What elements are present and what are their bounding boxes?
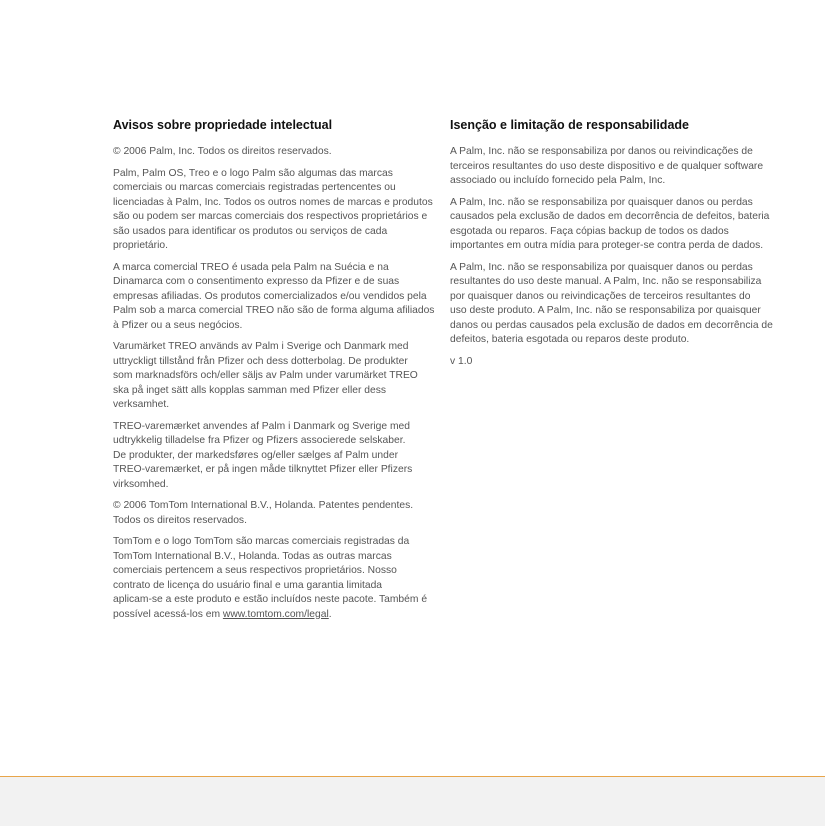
treo-portuguese-paragraph: A marca comercial TREO é usada pela Palm na Suécia e na Dinamarca com o consentimento expresso da Pfizer e de suas empresas afiliadas. Os produtos comercializados e/ou vendidos pela Palm sob a marca comercial TREO não são de forma alguma afiliados à Pfizer ou a seus negócios. [113,261,435,331]
treo-swedish-paragraph: Varumärket TREO används av Palm i Sverige och Danmark med uttryckligt tillstånd från Pfizer och dess dotterbolag. De produkter som marknadsförs och/eller säljs av Palm under varumärket TREO ska på inget sätt alls kopplas samman med Pfizer eller dess verksamhet. [113,341,418,410]
ip-notices-heading: Avisos sobre propriedade intelectual [113,118,333,132]
tomtom-legal-link[interactable]: www.tomtom.com/legal [222,608,329,620]
disclaimer-manual-paragraph: A Palm, Inc. não se responsabiliza por quaisquer danos ou perdas resultantes do uso deste manual. A Palm, Inc. não se responsabiliza por quaisquer danos ou reivindicações de terceiros resultantes do uso deste produto. A Palm, Inc. não se responsabiliza por quaisquer danos ou perdas causados pela exclusão de dados em decorrência de defeitos, bateria esgotada ou reparos deste produto. [450,261,773,345]
ip-notices-column [113,116,433,629]
disclaimer-data-loss-paragraph: A Palm, Inc. não se responsabiliza por quaisquer danos ou perdas causados pela exclusão de dados em decorrência de defeitos, bateria esgotada ou reparos. Faça cópias backup de todos os dados importantes em outra mídia para proteger-se contra perda de dados. [450,196,770,251]
version-label: v 1.0 [450,355,473,367]
palm-trademarks-paragraph: Palm, Palm OS, Treo e o logo Palm são algumas das marcas comerciais ou marcas comerciais registradas pertencentes ou licenciadas à Palm, Inc. Todos os outros nomes de marcas e produtos são ou podem ser marcas comerciais dos respectivos proprietários e são usados para identificar os produtos ou serviços de cada proprietário. [113,167,433,251]
disclaimer-device-paragraph: A Palm, Inc. não se responsabiliza por danos ou reivindicações de terceiros resultantes do uso deste dispositivo e de qualquer software associado ou incluído fornecido pela Palm, Inc. [450,146,764,186]
copyright-tomtom-paragraph: © 2006 TomTom International B.V., Holanda. Patentes pendentes. Todos os direitos reservados. [113,500,414,526]
treo-danish-paragraph: TREO-varemærket anvendes af Palm i Danmark og Sverige med udtrykkelig tilladelse fra Pfizer og Pfizers associerede selskaber. De produkter, der markedsføres og/eller sælges af Palm under TREO-varemærket, er på ingen måde tilknyttet Pfizer eller Pfizers virksomhed. [113,420,413,490]
disclaimer-heading: Isenção e limitação de responsabilidade [450,118,689,132]
disclaimer-column [450,116,773,376]
footer-band [0,776,825,826]
copyright-palm-paragraph: © 2006 Palm, Inc. Todos os direitos reservados. [113,146,332,157]
tomtom-trademarks-paragraph: TomTom e o logo TomTom são marcas comerciais registradas da TomTom International B.V., Holanda. Todas as outras marcas comerciais pertencem a seus respectivos proprietários. Nosso contrato de licença do usuário final e uma garantia limitada aplicam-se a este produto e estão incluídos neste pacote. Também é possível acessá-los em www.tomtom.com/legal. [113,536,428,620]
